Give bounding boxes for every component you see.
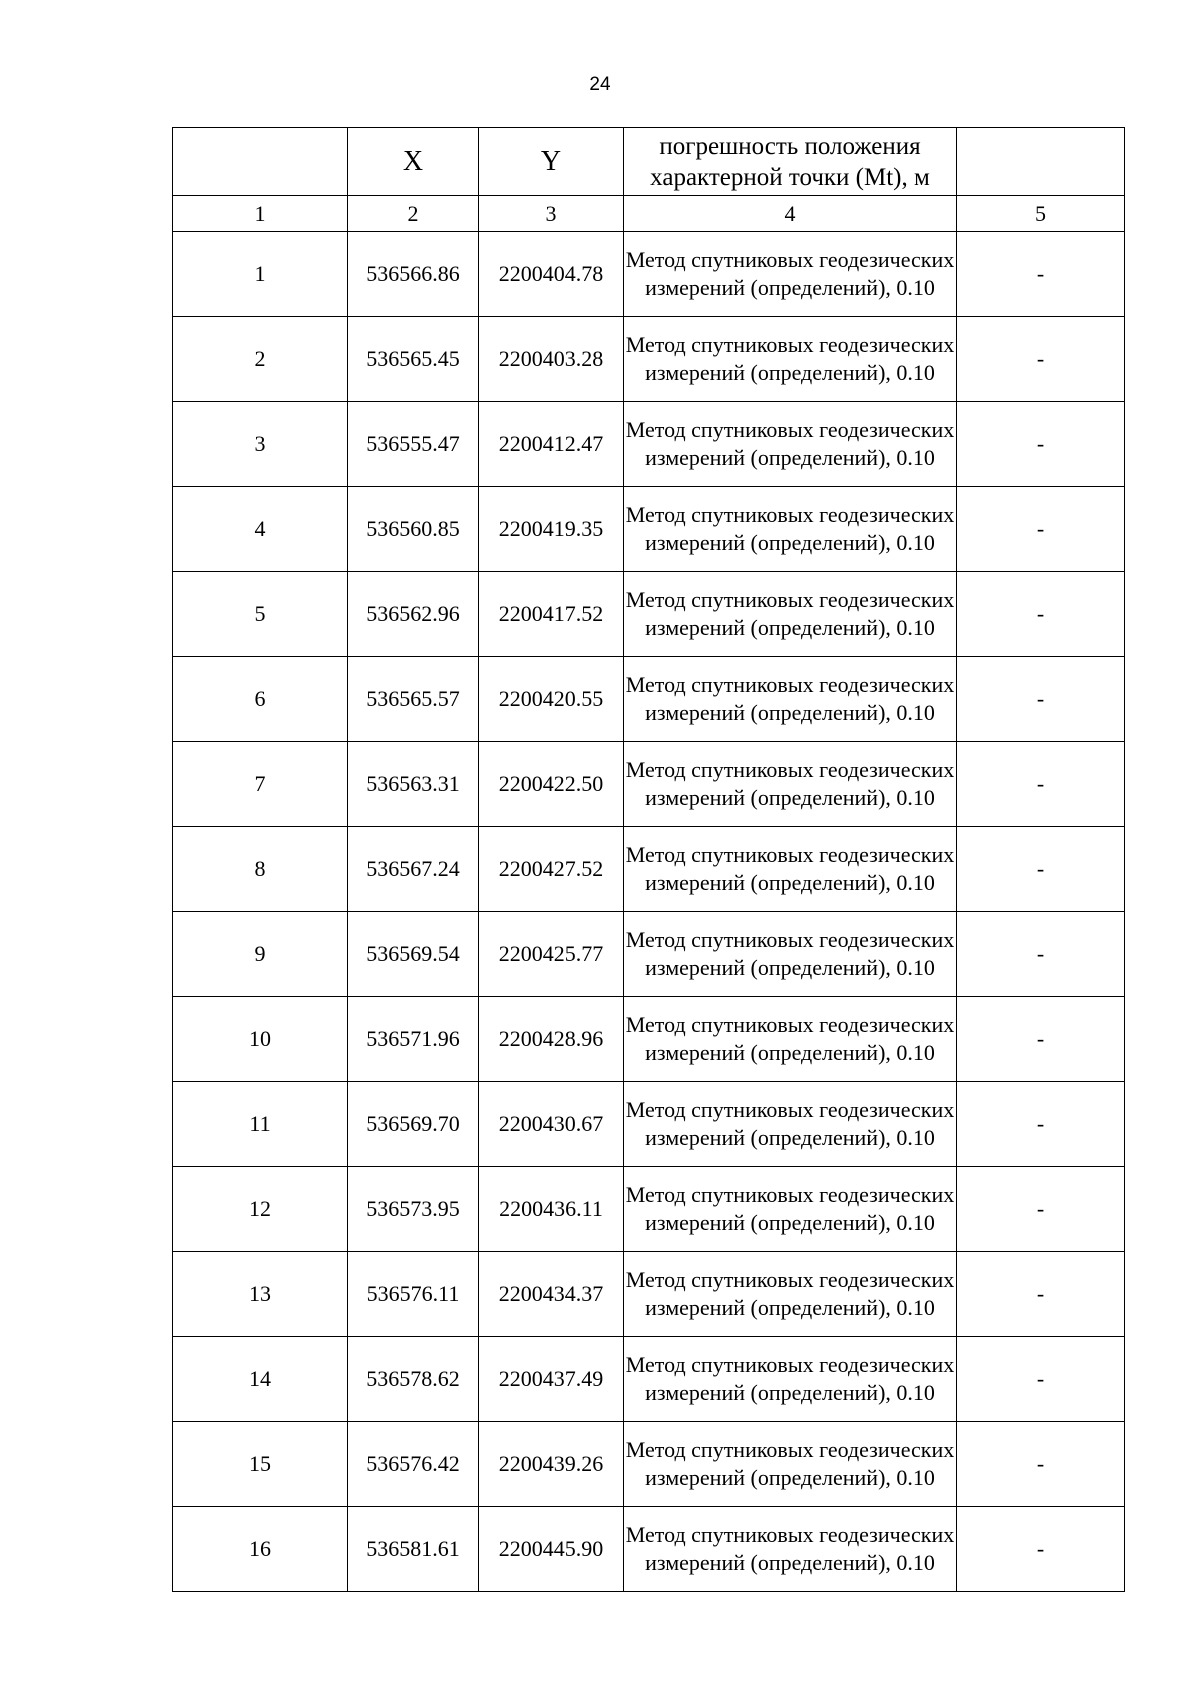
point-number-cell: 11 — [173, 1082, 348, 1167]
note-cell: - — [957, 572, 1125, 657]
note-cell: - — [957, 317, 1125, 402]
table-row — [173, 912, 1125, 997]
point-number-cell: 5 — [173, 572, 348, 657]
y-coordinate-cell: 2200422.50 — [479, 742, 624, 827]
table-row — [173, 402, 1125, 487]
point-number-cell: 13 — [173, 1252, 348, 1337]
y-coordinate-cell: 2200403.28 — [479, 317, 624, 402]
table-row — [173, 827, 1125, 912]
column-number: 3 — [479, 196, 624, 232]
point-number-cell: 8 — [173, 827, 348, 912]
column-number: 5 — [957, 196, 1125, 232]
x-coordinate-cell: 536569.54 — [348, 912, 479, 997]
table-row — [173, 1252, 1125, 1337]
note-cell: - — [957, 487, 1125, 572]
method-cell: Метод спутниковых геодезических измерений (определений), 0.10 — [624, 1337, 957, 1422]
method-cell: Метод спутниковых геодезических измерений (определений), 0.10 — [624, 572, 957, 657]
method-cell: Метод спутниковых геодезических измерений (определений), 0.10 — [624, 402, 957, 487]
table-row — [173, 572, 1125, 657]
x-coordinate-cell: 536573.95 — [348, 1167, 479, 1252]
method-cell: Метод спутниковых геодезических измерений (определений), 0.10 — [624, 1082, 957, 1167]
point-number-cell: 2 — [173, 317, 348, 402]
method-cell: Метод спутниковых геодезических измерений (определений), 0.10 — [624, 827, 957, 912]
note-cell: - — [957, 1507, 1125, 1592]
coordinates-table — [172, 127, 1125, 1592]
x-coordinate-cell: 536562.96 — [348, 572, 479, 657]
method-cell: Метод спутниковых геодезических измерений (определений), 0.10 — [624, 1252, 957, 1337]
x-coordinate-cell: 536576.42 — [348, 1422, 479, 1507]
note-cell: - — [957, 657, 1125, 742]
x-coordinate-cell: 536578.62 — [348, 1337, 479, 1422]
x-coordinate-cell: 536576.11 — [348, 1252, 479, 1337]
point-number-cell: 14 — [173, 1337, 348, 1422]
note-cell: - — [957, 1252, 1125, 1337]
y-coordinate-cell: 2200437.49 — [479, 1337, 624, 1422]
header-cell-y: Y — [479, 128, 624, 196]
note-cell: - — [957, 1337, 1125, 1422]
point-number-cell: 1 — [173, 232, 348, 317]
method-cell: Метод спутниковых геодезических измерений (определений), 0.10 — [624, 1507, 957, 1592]
x-coordinate-cell: 536565.57 — [348, 657, 479, 742]
note-cell: - — [957, 912, 1125, 997]
header-cell-5 — [957, 128, 1125, 196]
table-body — [173, 128, 1125, 1592]
point-number-cell: 16 — [173, 1507, 348, 1592]
point-number-cell: 15 — [173, 1422, 348, 1507]
header-row — [173, 128, 1125, 196]
x-coordinate-cell: 536563.31 — [348, 742, 479, 827]
note-cell: - — [957, 997, 1125, 1082]
y-coordinate-cell: 2200445.90 — [479, 1507, 624, 1592]
y-coordinate-cell: 2200434.37 — [479, 1252, 624, 1337]
y-coordinate-cell: 2200430.67 — [479, 1082, 624, 1167]
y-coordinate-cell: 2200419.35 — [479, 487, 624, 572]
header-cell-error: погрешность положения характерной точки (Mt), м — [624, 128, 957, 196]
method-cell: Метод спутниковых геодезических измерений (определений), 0.10 — [624, 912, 957, 997]
table-row — [173, 657, 1125, 742]
page-number: 24 — [589, 74, 611, 95]
x-coordinate-cell: 536581.61 — [348, 1507, 479, 1592]
method-cell: Метод спутниковых геодезических измерений (определений), 0.10 — [624, 1167, 957, 1252]
table-row — [173, 232, 1125, 317]
note-cell: - — [957, 742, 1125, 827]
note-cell: - — [957, 1422, 1125, 1507]
table-row — [173, 1167, 1125, 1252]
column-number: 4 — [624, 196, 957, 232]
point-number-cell: 4 — [173, 487, 348, 572]
column-number: 1 — [173, 196, 348, 232]
y-coordinate-cell: 2200417.52 — [479, 572, 624, 657]
table-row — [173, 1507, 1125, 1592]
y-coordinate-cell: 2200436.11 — [479, 1167, 624, 1252]
column-number: 2 — [348, 196, 479, 232]
note-cell: - — [957, 1167, 1125, 1252]
table-row — [173, 742, 1125, 827]
note-cell: - — [957, 1082, 1125, 1167]
point-number-cell: 3 — [173, 402, 348, 487]
note-cell: - — [957, 232, 1125, 317]
method-cell: Метод спутниковых геодезических измерений (определений), 0.10 — [624, 232, 957, 317]
y-coordinate-cell: 2200428.96 — [479, 997, 624, 1082]
y-coordinate-cell: 2200404.78 — [479, 232, 624, 317]
table-row — [173, 317, 1125, 402]
header-cell-x: X — [348, 128, 479, 196]
x-coordinate-cell: 536566.86 — [348, 232, 479, 317]
table-row — [173, 997, 1125, 1082]
x-coordinate-cell: 536571.96 — [348, 997, 479, 1082]
note-cell: - — [957, 827, 1125, 912]
y-coordinate-cell: 2200412.47 — [479, 402, 624, 487]
point-number-cell: 7 — [173, 742, 348, 827]
x-coordinate-cell: 536569.70 — [348, 1082, 479, 1167]
method-cell: Метод спутниковых геодезических измерений (определений), 0.10 — [624, 487, 957, 572]
y-coordinate-cell: 2200439.26 — [479, 1422, 624, 1507]
table-row — [173, 1337, 1125, 1422]
point-number-cell: 9 — [173, 912, 348, 997]
table-row — [173, 1422, 1125, 1507]
point-number-cell: 10 — [173, 997, 348, 1082]
table-row — [173, 487, 1125, 572]
method-cell: Метод спутниковых геодезических измерений (определений), 0.10 — [624, 1422, 957, 1507]
note-cell: - — [957, 402, 1125, 487]
column-number-row — [173, 196, 1125, 232]
point-number-cell: 12 — [173, 1167, 348, 1252]
x-coordinate-cell: 536555.47 — [348, 402, 479, 487]
x-coordinate-cell: 536560.85 — [348, 487, 479, 572]
y-coordinate-cell: 2200425.77 — [479, 912, 624, 997]
x-coordinate-cell: 536565.45 — [348, 317, 479, 402]
table-row — [173, 1082, 1125, 1167]
header-cell-1 — [173, 128, 348, 196]
method-cell: Метод спутниковых геодезических измерений (определений), 0.10 — [624, 657, 957, 742]
method-cell: Метод спутниковых геодезических измерений (определений), 0.10 — [624, 997, 957, 1082]
y-coordinate-cell: 2200420.55 — [479, 657, 624, 742]
method-cell: Метод спутниковых геодезических измерений (определений), 0.10 — [624, 317, 957, 402]
point-number-cell: 6 — [173, 657, 348, 742]
y-coordinate-cell: 2200427.52 — [479, 827, 624, 912]
x-coordinate-cell: 536567.24 — [348, 827, 479, 912]
method-cell: Метод спутниковых геодезических измерений (определений), 0.10 — [624, 742, 957, 827]
